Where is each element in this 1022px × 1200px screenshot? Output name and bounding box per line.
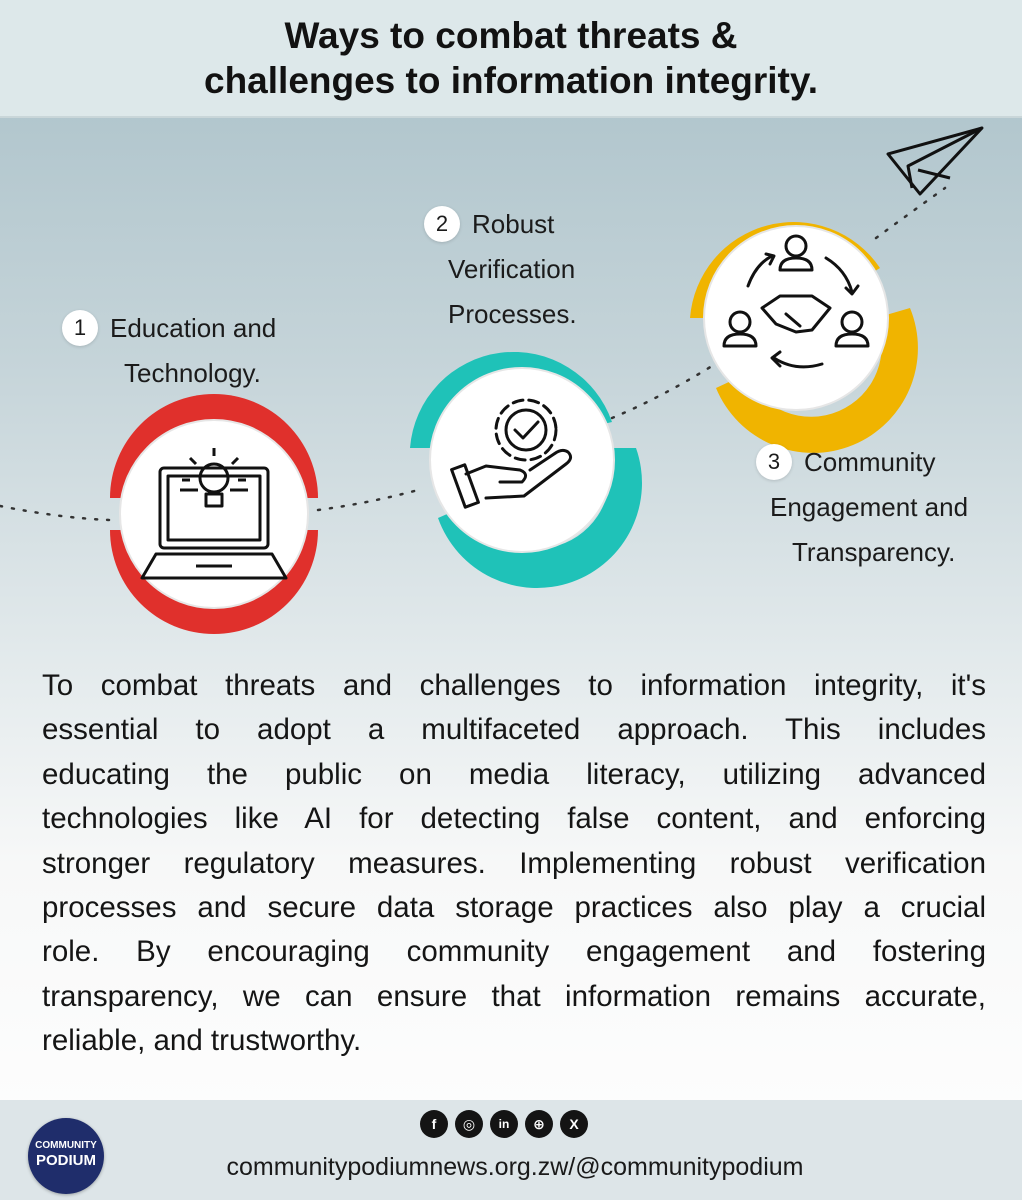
website-url[interactable]: communitypodiumnews.org.zw/@communitypodium bbox=[226, 1153, 804, 1181]
body-line: processes and secure data storage practices also play a crucial bbox=[42, 891, 986, 925]
globe-icon[interactable]: ⊕ bbox=[525, 1110, 553, 1138]
body-line: reliable, and trustworthy. bbox=[42, 1024, 362, 1058]
step-3-badge bbox=[690, 222, 918, 453]
body-line: essential to adopt a multifaceted approach. This includes bbox=[42, 713, 986, 747]
step-1-line-2: Technology. bbox=[124, 358, 261, 388]
steps-scene bbox=[0, 118, 1022, 658]
body-line: stronger regulatory measures. Implementing robust verification bbox=[42, 846, 986, 880]
step-2-number: 2 bbox=[424, 206, 460, 242]
page-title-line-1: Ways to combat threats & bbox=[284, 15, 738, 56]
step-2-line-1: Robust bbox=[472, 209, 555, 239]
community-podium-logo[interactable] bbox=[28, 1118, 104, 1194]
step-3-line-3: Transparency. bbox=[792, 537, 956, 567]
facebook-icon[interactable]: f bbox=[420, 1110, 448, 1138]
step-1-number: 1 bbox=[62, 310, 98, 346]
body-paragraph bbox=[42, 664, 986, 1064]
social-links bbox=[420, 1110, 588, 1142]
step-1-label bbox=[62, 306, 276, 396]
step-3-number: 3 bbox=[756, 444, 792, 480]
instagram-icon[interactable]: ◎ bbox=[455, 1110, 483, 1138]
step-2-line-3: Processes. bbox=[448, 299, 577, 329]
body-line: technologies like AI for detecting false content, and enforcing bbox=[42, 802, 986, 836]
body-line: To combat threats and challenges to information integrity, it's bbox=[42, 669, 986, 702]
step-3-line-1: Community bbox=[804, 447, 936, 477]
x-icon[interactable]: X bbox=[560, 1110, 588, 1138]
body-line: educating the public on media literacy, utilizing advanced bbox=[42, 757, 986, 791]
paper-plane-icon bbox=[888, 128, 982, 194]
body-line: transparency, we can ensure that information remains accurate, bbox=[42, 979, 986, 1013]
header-banner bbox=[0, 0, 1022, 118]
step-3-line-2: Engagement and bbox=[770, 492, 969, 522]
step-2-line-2: Verification bbox=[448, 254, 576, 284]
footer bbox=[0, 1100, 1022, 1200]
step-2-badge bbox=[410, 352, 642, 588]
body-line: role. By encouraging community engagement and fostering bbox=[42, 935, 986, 969]
step-1-badge bbox=[110, 394, 318, 634]
step-1-line-1: Education and bbox=[110, 313, 277, 343]
step-2-label bbox=[424, 202, 577, 337]
step-3-label bbox=[756, 440, 968, 575]
linkedin-icon[interactable]: in bbox=[490, 1110, 518, 1138]
logo-line-1: COMMUNITY bbox=[35, 1140, 97, 1151]
page-title-line-2: challenges to information integrity. bbox=[204, 60, 818, 101]
logo-line-2: PODIUM bbox=[36, 1152, 96, 1169]
